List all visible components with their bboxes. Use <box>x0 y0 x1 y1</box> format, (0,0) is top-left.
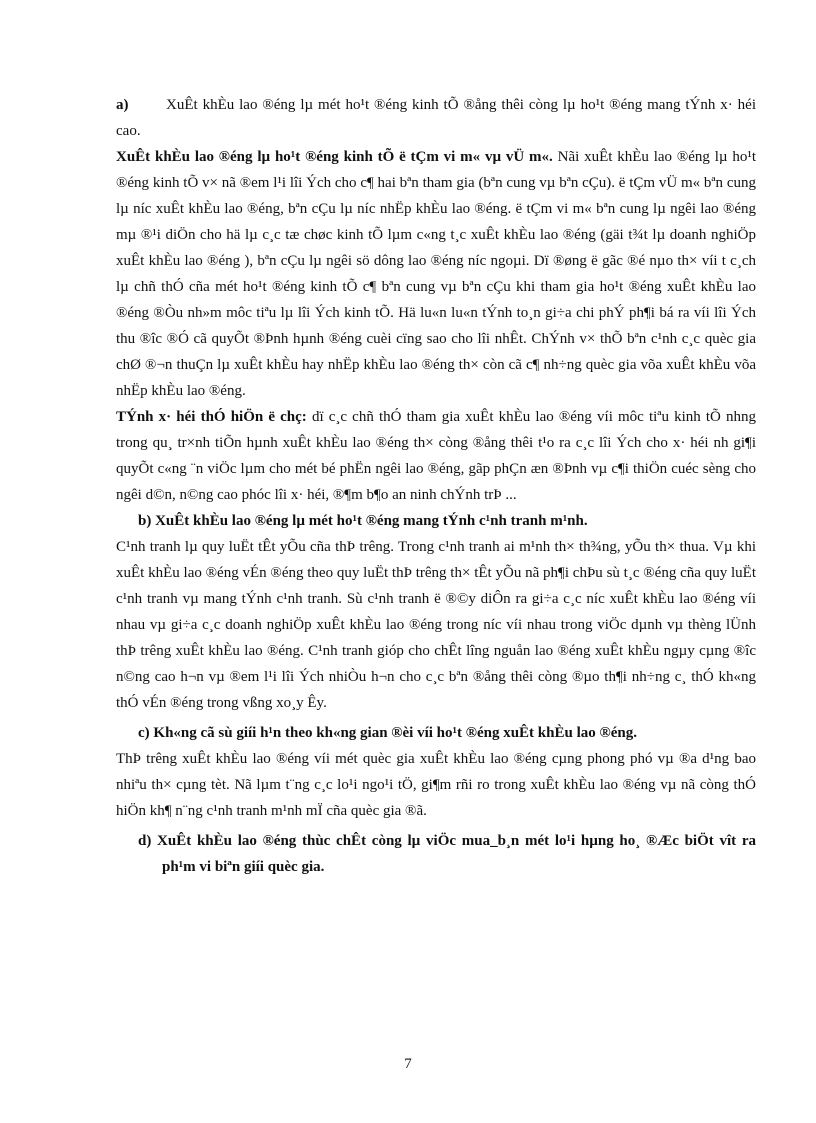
page-number: 7 <box>404 1056 412 1072</box>
paragraph-economic-lead: XuÊt khÈu lao ®éng lµ ho¹t ®éng kinh tÕ ë tÇm vi m« vµ vÜ m«. <box>116 149 553 165</box>
section-c-text: ThÞ trêng xuÊt khÈu lao ®éng víi mét quèc gia xuÊt khÈu lao ®éng cµng phong phó vµ ®a d¹ng bao nhiªu th× cµng tèt. Nã lµm t¨ng c¸c lo¹i ngo¹i tÖ, gi¶m rñi ro trong xuÊt khÈu lao ®éng vµ nã còng thÓ hiÖn kh¶ n¨ng c¹nh tranh m¹nh mÏ cña quèc gia ®ã. <box>116 751 756 819</box>
paragraph-economic-body: Nãi xuÊt khÈu lao ®éng lµ ho¹t ®éng kinh tÕ v× nã ®em l¹i lîi Ých cho c¶ hai bªn tham gia (bªn cung vµ bªn cÇu). ë tÇm vÜ m« bªn cung lµ níc xuÊt khÈu lao ®éng, bªn cÇu lµ níc nhËp khÈu lao ®éng. ë tÇm vi m« bªn cung lµ ngêi lao ®éng mµ ®¹i diÖn cho hä lµ c¸c tæ chøc kinh tÕ lµm c«ng t¸c xuÊt khÈu lao ®éng (gäi t¾t lµ doanh nghiÖp xuÊt khÈu lao ®éng ), bªn cÇu lµ ngêi sö dông lao ®éng níc ngoµi. Dï ®øng ë gãc ®é nµo th× víi t c¸ch lµ chñ thÓ cña mét ho¹t ®éng kinh tÕ c¶ bªn cung vµ bªn cÇu khi tham gia ho¹t ®éng xuÊt khÈu lao ®éng ®Òu nh»m môc tiªu lµ lîi Ých kinh tÕ. Hä lu«n lu«n tÝnh to¸n gi÷a chi phÝ ph¶i bá ra víi lîi Ých thu ®îc ®Ó cã quyÕt ®Þnh hµnh ®éng cuèi cïng sao cho lîi nhÊt. ChÝnh v× thÕ bªn c¹nh c¸c quèc gia chØ ®¬n thuÇn lµ xuÊt khÈu hay nhËp khÈu lao ®éng th× còn cã c¶ nh÷ng quèc gia võa xuÊt khÈu võa nhËp khÈu lao ®éng. <box>116 149 756 399</box>
section-b-text: C¹nh tranh lµ quy luËt tÊt yÕu cña thÞ trêng. Trong c¹nh tranh ai m¹nh th× th¾ng, yÕu th× thua. Vµ khi xuÊt khÈu lao ®éng vÉn ®éng theo quy luËt thÞ trêng th× tÊt yÕu nã ph¶i chÞu sù t¸c ®éng cña quy luËt c¹nh tranh vµ mang tÝnh c¹nh tranh. Sù c¹nh tranh ë ®©y diÔn ra gi÷a c¸c níc xuÊt khÈu lao ®éng víi nhau vµ gi÷a c¸c doanh nghiÖp xuÊt khÈu lao ®éng trong níc víi nhau trong viÖc dµnh vµ thèng lÜnh thÞ trêng xuÊt khÈu lao ®éng. C¹nh tranh gióp cho chÊt lîng nguån lao ®éng xuÊt khÈu ngµy cµng ®îc n©ng cao h¬n vµ ®em l¹i lîi Ých nhiÒu h¬n cho c¸c bªn ®ång thêi còng ®µo th¶i nh÷ng c¸ thÓ kh«ng thÓ vÉn ®éng trong vßng xo¸y Êy. <box>116 539 756 711</box>
paragraph-social-lead: TÝnh x· héi thÓ hiÖn ë chç: <box>116 409 307 425</box>
page-body <box>116 92 756 880</box>
paragraph-social <box>116 404 756 508</box>
section-b-heading: b) XuÊt khÈu lao ®éng lµ mét ho¹t ®éng mang tÝnh c¹nh tranh m¹nh. <box>138 513 588 529</box>
section-a-text: XuÊt khÈu lao ®éng lµ mét ho¹t ®éng kinh tÕ ®ång thêi còng lµ ho¹t ®éng mang tÝnh x· héi cao. <box>116 97 756 139</box>
paragraph-economic <box>116 144 756 404</box>
paragraph-social-body: dï c¸c chñ thÓ tham gia xuÊt khÈu lao ®éng víi môc tiªu kinh tÕ nhng trong qu¸ tr×nh tiÕn hµnh xuÊt khÈu lao ®éng th× còng ®ång thêi t¹o ra c¸c lîi Ých cho x· héi nh gi¶i quyÕt c«ng ¨n viÖc lµm cho mét bé phËn ngêi lao ®éng, gãp phÇn æn ®Þnh vµ c¶i thiÖn cuéc sèng cho ngêi d©n, n©ng cao phóc lîi x· héi, ®¶m b¶o an ninh chÝnh trÞ ... <box>116 409 756 503</box>
section-d-heading: d) XuÊt khÈu lao ®éng thùc chÊt còng lµ viÖc mua_b¸n mét lo¹i hµng ho¸ ®Æc biÖt vît ra ph¹m vi biªn giíi quèc gia. <box>138 833 756 875</box>
section-a <box>116 92 756 144</box>
section-a-marker: a) <box>116 97 129 113</box>
section-c-heading: c) Kh«ng cã sù giíi h¹n theo kh«ng gian ®èi víi ho¹t ®éng xuÊt khÈu lao ®éng. <box>138 725 637 741</box>
